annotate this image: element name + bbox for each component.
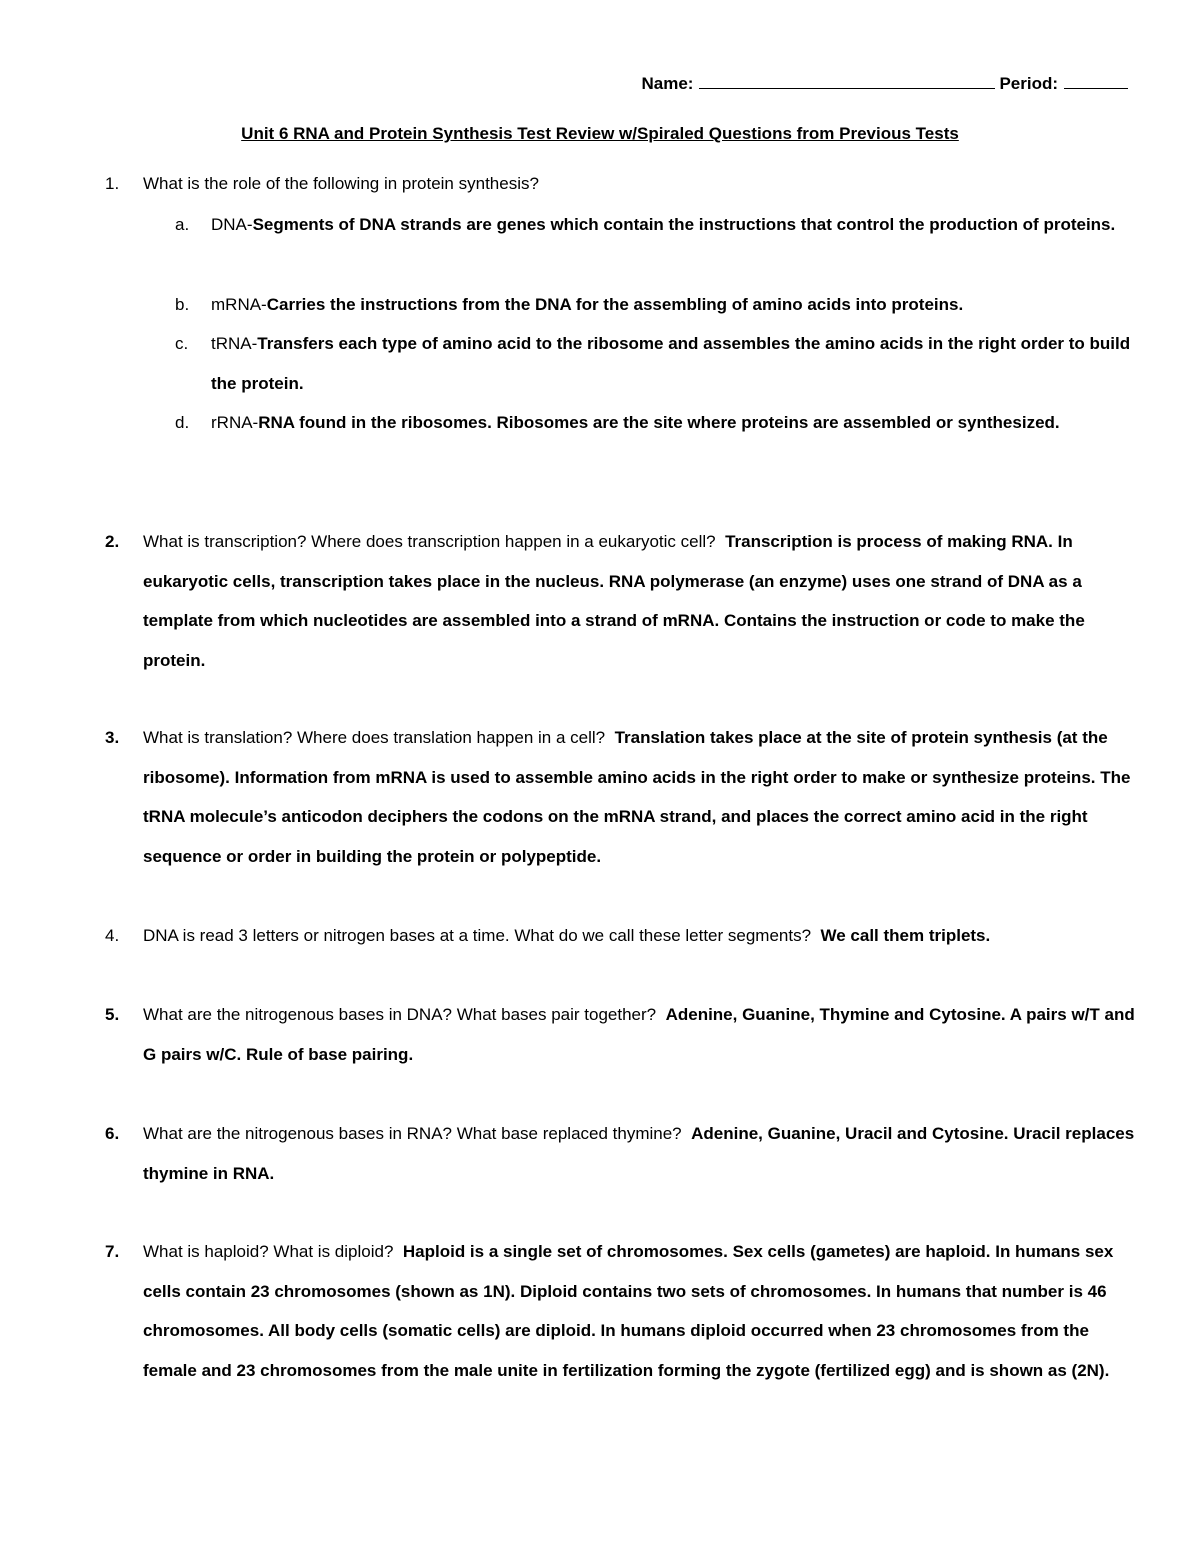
subitem-answer: Transfers each type of amino acid to the ribosome and assembles the amino acids in the right order to build the protein. [211, 334, 1131, 393]
subitem-answer: RNA found in the ribosomes. Ribosomes are the site where proteins are assembled or synthesized. [258, 413, 1060, 432]
name-period-header [641, 74, 1128, 94]
subitem-term: rRNA- [211, 413, 259, 432]
question-number: 3. [105, 728, 120, 747]
question-item-6 [105, 1114, 1135, 1193]
question-number: 6. [105, 1124, 120, 1143]
question-item-5 [105, 995, 1135, 1074]
question-text: What is the role of the following in protein synthesis? [143, 174, 539, 193]
subitem-term: tRNA- [211, 334, 258, 353]
question-number: 4. [105, 926, 120, 945]
question-number: 7. [105, 1242, 120, 1261]
subitem-letter: c. [175, 334, 189, 353]
answer-text: Haploid is a single set of chromosomes. Sex cells (gametes) are haploid. In humans sex cells contain 23 chromosomes (shown as 1N). Diploid contains two sets of chromosomes. In humans that number is 46 chromosomes. All body cells (somatic cells) are diploid. In humans diploid occurred when 23 chromosomes from the female and 23 chromosomes from the male unite in fertilization forming the zygote (fertilized egg) and is shown as (2N). [143, 1242, 1114, 1380]
subitem-answer: Segments of DNA strands are genes which contain the instructions that control the production of proteins. [252, 215, 1116, 234]
question-number: 5. [105, 1005, 120, 1024]
question-text: What is translation? Where does translation happen in a cell? [143, 728, 606, 747]
subitem-b [175, 285, 1135, 325]
question-text: DNA is read 3 letters or nitrogen bases at a time. What do we call these letter segments? [143, 926, 812, 945]
question-item-2 [105, 522, 1135, 680]
question-number: 1. [105, 174, 120, 193]
name-label: Name: [641, 74, 694, 93]
name-blank-line [699, 86, 995, 89]
question-text: What is haploid? What is diploid? [143, 1242, 394, 1261]
answer-text: Adenine, Guanine, Uracil and Cytosine. Uracil replaces thymine in RNA. [143, 1124, 1135, 1183]
question-item-3 [105, 718, 1135, 876]
subitem-a [175, 205, 1135, 245]
subitem-term: mRNA- [211, 295, 267, 314]
subitem-letter: a. [175, 215, 190, 234]
subitem-letter: d. [175, 413, 190, 432]
question-text: What are the nitrogenous bases in RNA? What base replaced thymine? [143, 1124, 682, 1143]
page-title: Unit 6 RNA and Protein Synthesis Test Review w/Spiraled Questions from Previous Tests [241, 124, 959, 143]
subitem-c [175, 324, 1135, 403]
subitem-term: DNA- [211, 215, 253, 234]
question-item-7 [105, 1232, 1135, 1390]
period-label: Period: [999, 74, 1058, 93]
answer-text: We call them triplets. [820, 926, 991, 945]
question-item-4 [105, 916, 1135, 956]
answer-text: Transcription is process of making RNA. In eukaryotic cells, transcription takes place in the nucleus. RNA polymerase (an enzyme) uses one strand of DNA as a template from which nucleotides are assembled into a strand of mRNA. Contains the instruction or code to make the protein. [143, 532, 1085, 670]
subitem-letter: b. [175, 295, 190, 314]
question-text: What is transcription? Where does transcription happen in a eukaryotic cell? [143, 532, 716, 551]
period-blank-line [1064, 86, 1128, 89]
answer-text: Translation takes place at the site of protein synthesis (at the ribosome). Information from mRNA is used to assemble amino acids in the right order to make or synthesize proteins. The tRNA molecule’s anticodon deciphers the codons on the mRNA strand, and places the correct amino acid in the right sequence or order in building the protein or polypeptide. [143, 728, 1131, 866]
answer-text: Adenine, Guanine, Thymine and Cytosine. A pairs w/T and G pairs w/C. Rule of base pairing. [143, 1005, 1135, 1064]
question-text: What are the nitrogenous bases in DNA? What bases pair together? [143, 1005, 657, 1024]
question-number: 2. [105, 532, 120, 551]
question-item-1 [105, 164, 1135, 204]
subitem-answer: Carries the instructions from the DNA for the assembling of amino acids into proteins. [266, 295, 964, 314]
subitem-d [175, 403, 1135, 443]
